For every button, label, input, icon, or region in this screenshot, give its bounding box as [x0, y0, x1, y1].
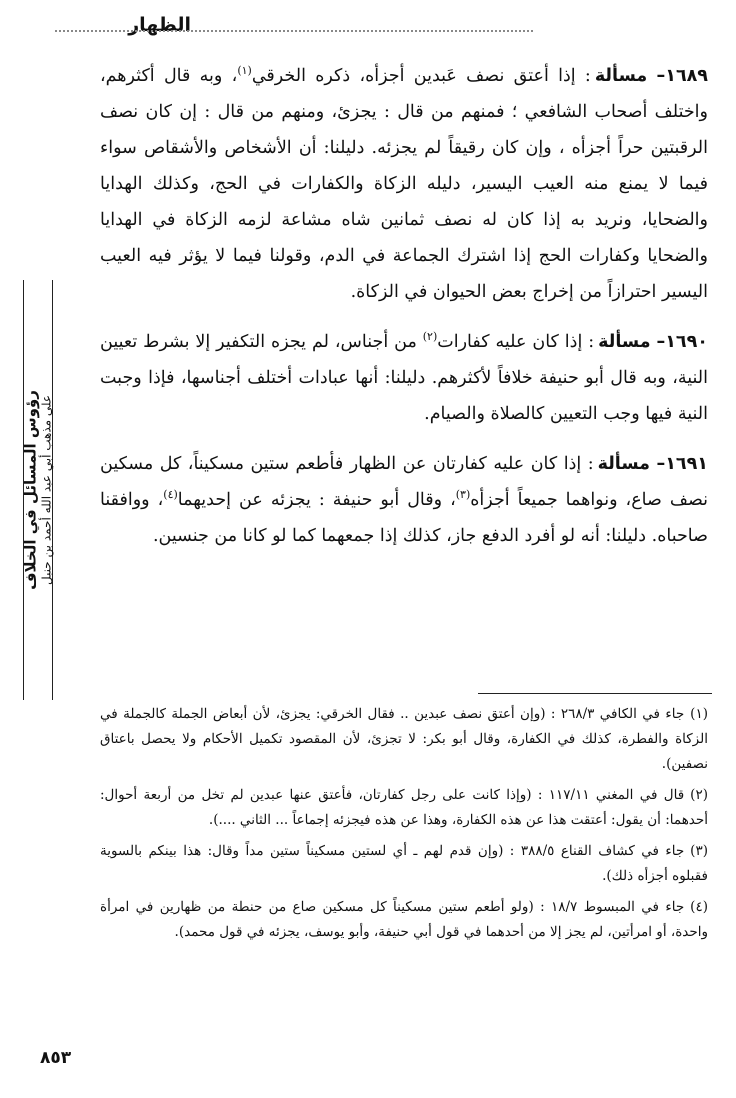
book-title: رؤوس المسائل في الخلاف: [21, 390, 40, 590]
footnote-ref[interactable]: (٤): [163, 488, 178, 502]
issue-text-end: ، ووافقنا صاحباه. دليلنا: أنه لو أفرد الدفع جاز، كذلك إذا جمعهما كما لو كانا من جنسين.: [100, 490, 708, 546]
issue-number: ١٦٩٠–: [656, 332, 708, 352]
issue-keyword: مسألة: [598, 332, 651, 352]
footnote-ref[interactable]: (١): [237, 64, 252, 78]
issue-text-cont: ، وقال أبو حنيفة : يجزئه عن إحديهما: [177, 490, 456, 510]
header-dotted-rule: [55, 30, 533, 32]
main-text: [100, 58, 708, 568]
side-title-band: [14, 280, 62, 700]
issue-text: : إذا كان عليه كفارتان عن الظهار فأطعم ستين مسكيناً، كل مسكين نصف صاع، ونواهما جميعاً أجزأه: [100, 454, 709, 510]
footnote-text: قال في المغني ١١٧/١١ : (وإذا كانت على رجل كفارتان، فأعتق عنها عبدين لم تخل من أربعة أحوال: أحدهما: أن يقول: أعتقت هذا عن هذه الكفارة، وهذا عن هذه فيجزئه إجماعاً ... الثاني ....).: [100, 787, 708, 828]
footnote-text: جاء في الكافي ٢٦٨/٣ : (وإن أعتق نصف عبدين .. فقال الخرقي: يجزئ، لأن أبعاض الجملة كالجملة في الزكاة والفطرة، كذلك في الكفارة، وقال أبو بكر: لا تجزئ، لأن المقصود تكميل الأحكام ولا يحصل باعتاق نصفين).: [100, 706, 708, 772]
footnotes: [100, 702, 708, 951]
footnote-number: (١): [690, 706, 708, 722]
footnote: [100, 783, 708, 833]
footnote-text: جاء في المبسوط ١٨/٧ : (ولو أطعم ستين مسكيناً كل مسكين صاع من حنطة من ظهارين في امرأة واحدة، أو امرأتين، لم يجز إلا من أحدهما في قول أبي حنيفة، وأبو يوسف، يجزئه في قول محمد).: [100, 899, 708, 940]
issue-number: ١٦٨٩–: [656, 66, 708, 86]
footnote-separator: [478, 693, 712, 694]
issue-keyword: مسألة: [594, 66, 648, 86]
issue-text: : إذا كان عليه كفارات: [437, 332, 595, 352]
issue-text: : إذا أعتق نصف عَبدين أجزأه، ذكره الخرقي: [251, 66, 591, 86]
footnote-number: (٤): [690, 899, 708, 915]
footnote-ref[interactable]: (٣): [455, 488, 471, 502]
issue-text-cont: من أجناس، لم يجزه التكفير إلا بشرط تعيين النية، وبه قال أبو حنيفة خلافاً لأكثرهم. دليلنا: أنها عبادات أختلف أجناسها، فإذا وجبت النية فيها وجب التعيين كالصلاة والصيام.: [100, 332, 708, 424]
issue-paragraph: [100, 58, 708, 310]
issue-keyword: مسألة: [597, 454, 651, 474]
footnote: [100, 702, 708, 777]
footnote-number: (٣): [690, 843, 708, 859]
issue-number: ١٦٩١–: [656, 454, 708, 474]
footnote: [100, 895, 708, 945]
footnote-number: (٢): [690, 787, 708, 803]
footnote-text: جاء في كشاف القناع ٣٨٨/٥ : (وإن قدم لهم ـ أي لستين مسكيناً ستين مداً وقال: هذا بينكم بالسوية فقبلوه أجزأه ذلك).: [100, 843, 708, 884]
page-header-title: الظهار: [128, 14, 191, 36]
issue-paragraph: [100, 446, 708, 554]
footnote: [100, 839, 708, 889]
side-book-title: [22, 390, 55, 590]
page-number: ٨٥٣: [40, 1048, 72, 1068]
footnote-ref[interactable]: (٢): [422, 330, 438, 344]
issue-paragraph: [100, 324, 708, 432]
book-subtitle: على مذهب أبي عبد الله أحمد بن حنبل: [39, 394, 54, 586]
issue-text-cont: ، وبه قال أكثرهم، واختلف أصحاب الشافعي ؛ فمنهم من قال : يجزئ، ومنهم من قال : إن كان نصف الرقبتين حراً أجزأه ، وإن كان رقيقاً لم يجزئه. دليلنا: أن الأشخاص والأشقاص سواء فيما لا يمنع منه العيب اليسير، دليله الزكاة والكفارات في الحج، وكذلك الهدايا والضحايا، ونريد به إذا كان له نصف ثمانين شاه مشاعة لزمه الزكاة في الهدايا والضحايا وكفارات الحج إذا اشترك الجماعة في الدم، وقولنا فيما لا يؤثر فيه العيب اليسير احترازاً من إخراج بعض الحيوان في الزكاة.: [100, 66, 708, 302]
